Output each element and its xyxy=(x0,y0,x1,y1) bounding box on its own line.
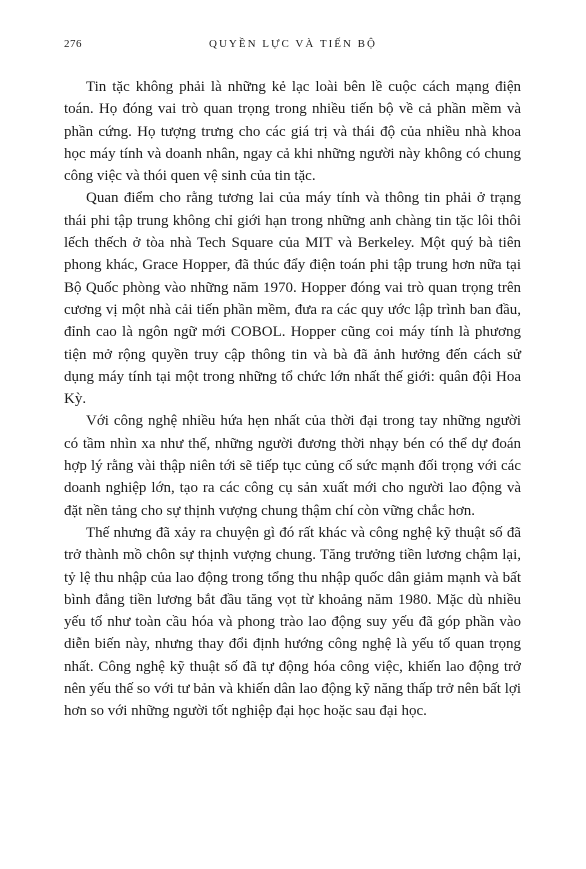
paragraph-1: Tin tặc không phải là những kẻ lạc loài bên lề cuộc cách mạng điện toán. Họ đóng vai trò quan trọng trong nhiều tiến bộ về cả phần mềm và phần cứng. Họ tượng trưng cho các giá trị và thái độ của nhiều nhà khoa học máy tính và doanh nhân, ngay cả khi những người này không có chung công việc và thói quen vệ sinh của tin tặc. xyxy=(64,79,521,185)
page-header xyxy=(64,38,522,54)
body-text xyxy=(64,76,521,723)
running-title: QUYỀN LỰC VÀ TIẾN BỘ xyxy=(209,38,377,50)
page-number: 276 xyxy=(64,38,82,50)
paragraph-2: Quan điểm cho rằng tương lai của máy tính và thông tin phải ở trạng thái phi tập trung không chỉ giới hạn trong những anh chàng tin tặc lôi thôi lếch thếch ở tòa nhà Tech Square của MIT và Berkeley. Một quý bà tiên phong khác, Grace Hopper, đã thúc đẩy điện toán phi tập trung hơn nữa tại Bộ Quốc phòng vào những năm 1970. Hopper đóng vai trò quan trọng trên cương vị một nhà cải tiến phần mềm, đưa ra các quy ước lập trình ban đầu, đỉnh cao là ngôn ngữ mới COBOL. Hopper cũng coi máy tính là phương tiện mở rộng quyền truy cập thông tin và bà đã ảnh hưởng đến cách sử dụng máy tính tại một trong những tổ chức lớn nhất thế giới: quân đội Hoa Kỳ. xyxy=(64,190,521,408)
paragraph-3: Với công nghệ nhiều hứa hẹn nhất của thời đại trong tay những người có tầm nhìn xa như thế, những người đương thời nhạy bén có thể dự đoán hợp lý rằng vài thập niên tới sẽ tiếp tục củng cố sức mạnh đối trọng với các doanh nghiệp lớn, tạo ra các công cụ sản xuất mới cho người lao động và đặt nền tảng cho sự thịnh vượng chung thậm chí còn vững chắc hơn. xyxy=(64,413,521,519)
paragraph-4: Thế nhưng đã xảy ra chuyện gì đó rất khác và công nghệ kỹ thuật số đã trở thành mồ chôn sự thịnh vượng chung. Tăng trưởng tiền lương chậm lại, tỷ lệ thu nhập của lao động trong tổng thu nhập quốc dân giảm mạnh và bất bình đẳng tiền lương bắt đầu tăng vọt từ khoảng năm 1980. Mặc dù nhiều yếu tố như toàn cầu hóa và phong trào lao động suy yếu đã góp phần vào diễn biến này, nhưng thay đổi định hướng công nghệ là yếu tố quan trọng nhất. Công nghệ kỹ thuật số đã tự động hóa công việc, khiến lao động trở nên yếu thế so với tư bản và khiến dân lao động kỹ năng thấp trở nên bất lợi hơn so với những người tốt nghiệp đại học hoặc sau đại học. xyxy=(64,524,521,720)
